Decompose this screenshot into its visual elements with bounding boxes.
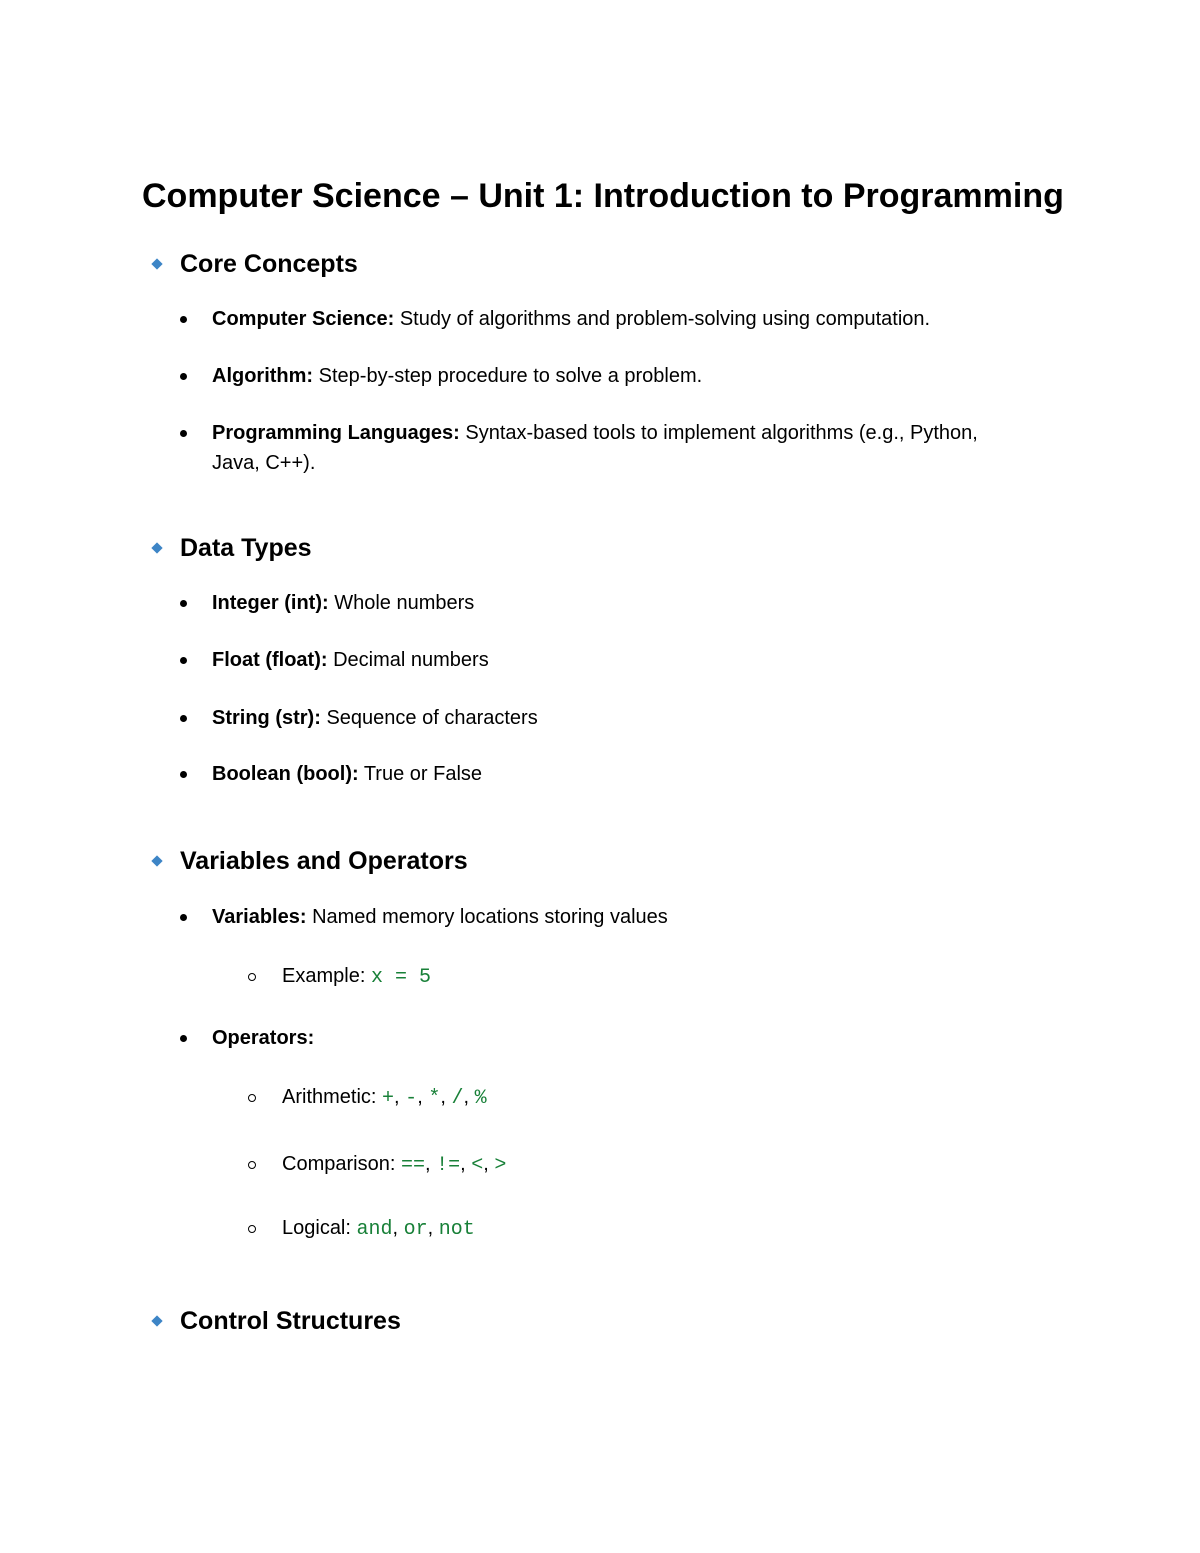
code-snippet: x = 5 <box>370 966 431 989</box>
section-data-types <box>151 533 312 563</box>
list-item <box>180 304 1060 334</box>
list-item <box>180 759 1060 789</box>
term: Integer (int): <box>212 592 329 614</box>
code-operator: == <box>400 1154 425 1177</box>
sub-label: Comparison: <box>282 1153 401 1175</box>
list-item <box>180 645 1060 675</box>
hollow-bullet-icon <box>248 973 256 981</box>
term: Boolean (bool): <box>212 763 359 785</box>
sub-list-item <box>248 1082 487 1114</box>
term: Computer Science: <box>212 308 395 330</box>
hollow-bullet-icon <box>248 1161 256 1169</box>
separator: , <box>427 1217 439 1239</box>
definition: True or False <box>358 763 483 785</box>
section-title: Control Structures <box>180 1307 401 1335</box>
separator: , <box>463 1086 475 1108</box>
section-variables-operators <box>151 846 468 876</box>
hollow-bullet-icon <box>248 1094 256 1102</box>
definition: Study of algorithms and problem-solving using computation. <box>394 308 931 330</box>
code-operator: * <box>428 1087 441 1110</box>
sub-label: Arithmetic: <box>282 1086 383 1108</box>
code-operator: % <box>474 1087 487 1110</box>
list-item <box>180 1023 1060 1053</box>
definition: Whole numbers <box>328 592 475 614</box>
section-core-concepts <box>151 249 358 279</box>
list-item <box>180 588 1060 618</box>
separator: , <box>417 1086 429 1108</box>
separator: , <box>392 1217 404 1239</box>
term: Operators: <box>212 1027 315 1049</box>
list-item <box>180 418 1030 478</box>
code-operator: - <box>405 1087 418 1110</box>
diamond-bullet-icon <box>151 1315 162 1326</box>
term: Algorithm: <box>212 365 314 387</box>
definition: Step-by-step procedure to solve a problem. <box>313 365 703 387</box>
code-operator: / <box>451 1087 464 1110</box>
code-operator: not <box>438 1218 475 1241</box>
definition: Named memory locations storing values <box>306 906 668 928</box>
code-operator: > <box>494 1154 507 1177</box>
section-title: Core Concepts <box>180 250 358 278</box>
list-item <box>180 361 1060 391</box>
document-title: Computer Science – Unit 1: Introduction to Programming <box>142 177 1064 215</box>
separator: , <box>460 1153 472 1175</box>
bullet-icon <box>180 771 187 778</box>
term: Programming Languages: <box>212 422 460 444</box>
definition: Sequence of characters <box>320 707 538 729</box>
diamond-bullet-icon <box>151 542 162 553</box>
definition: Syntax-based tools to implement algorithms (e.g., Python, Java, C++). <box>212 422 978 474</box>
bullet-icon <box>180 1035 187 1042</box>
code-operator: != <box>436 1154 461 1177</box>
section-title: Variables and Operators <box>180 847 468 875</box>
bullet-icon <box>180 914 187 921</box>
section-control-structures <box>151 1306 401 1336</box>
section-title: Data Types <box>180 534 312 562</box>
bullet-icon <box>180 715 187 722</box>
separator: , <box>424 1153 437 1175</box>
bullet-icon <box>180 430 187 437</box>
code-operator: and <box>356 1218 393 1241</box>
hollow-bullet-icon <box>248 1225 256 1233</box>
list-item <box>180 703 1060 733</box>
bullet-icon <box>180 657 187 664</box>
diamond-bullet-icon <box>151 258 162 269</box>
term: Variables: <box>212 906 307 928</box>
code-operator: < <box>471 1154 484 1177</box>
diamond-bullet-icon <box>151 855 162 866</box>
separator: , <box>483 1153 495 1175</box>
code-operator: + <box>382 1087 395 1110</box>
term: Float (float): <box>212 649 328 671</box>
list-item <box>180 902 1060 932</box>
sub-list-item <box>248 1149 506 1181</box>
code-operator: or <box>403 1218 428 1241</box>
sub-list-item <box>248 961 431 993</box>
sub-label: Logical: <box>282 1217 357 1239</box>
bullet-icon <box>180 600 187 607</box>
sub-list-item <box>248 1213 475 1245</box>
definition: Decimal numbers <box>327 649 489 671</box>
bullet-icon <box>180 373 187 380</box>
sub-label: Example: <box>282 965 371 987</box>
bullet-icon <box>180 316 187 323</box>
term: String (str): <box>212 707 321 729</box>
separator: , <box>440 1086 452 1108</box>
separator: , <box>394 1086 406 1108</box>
